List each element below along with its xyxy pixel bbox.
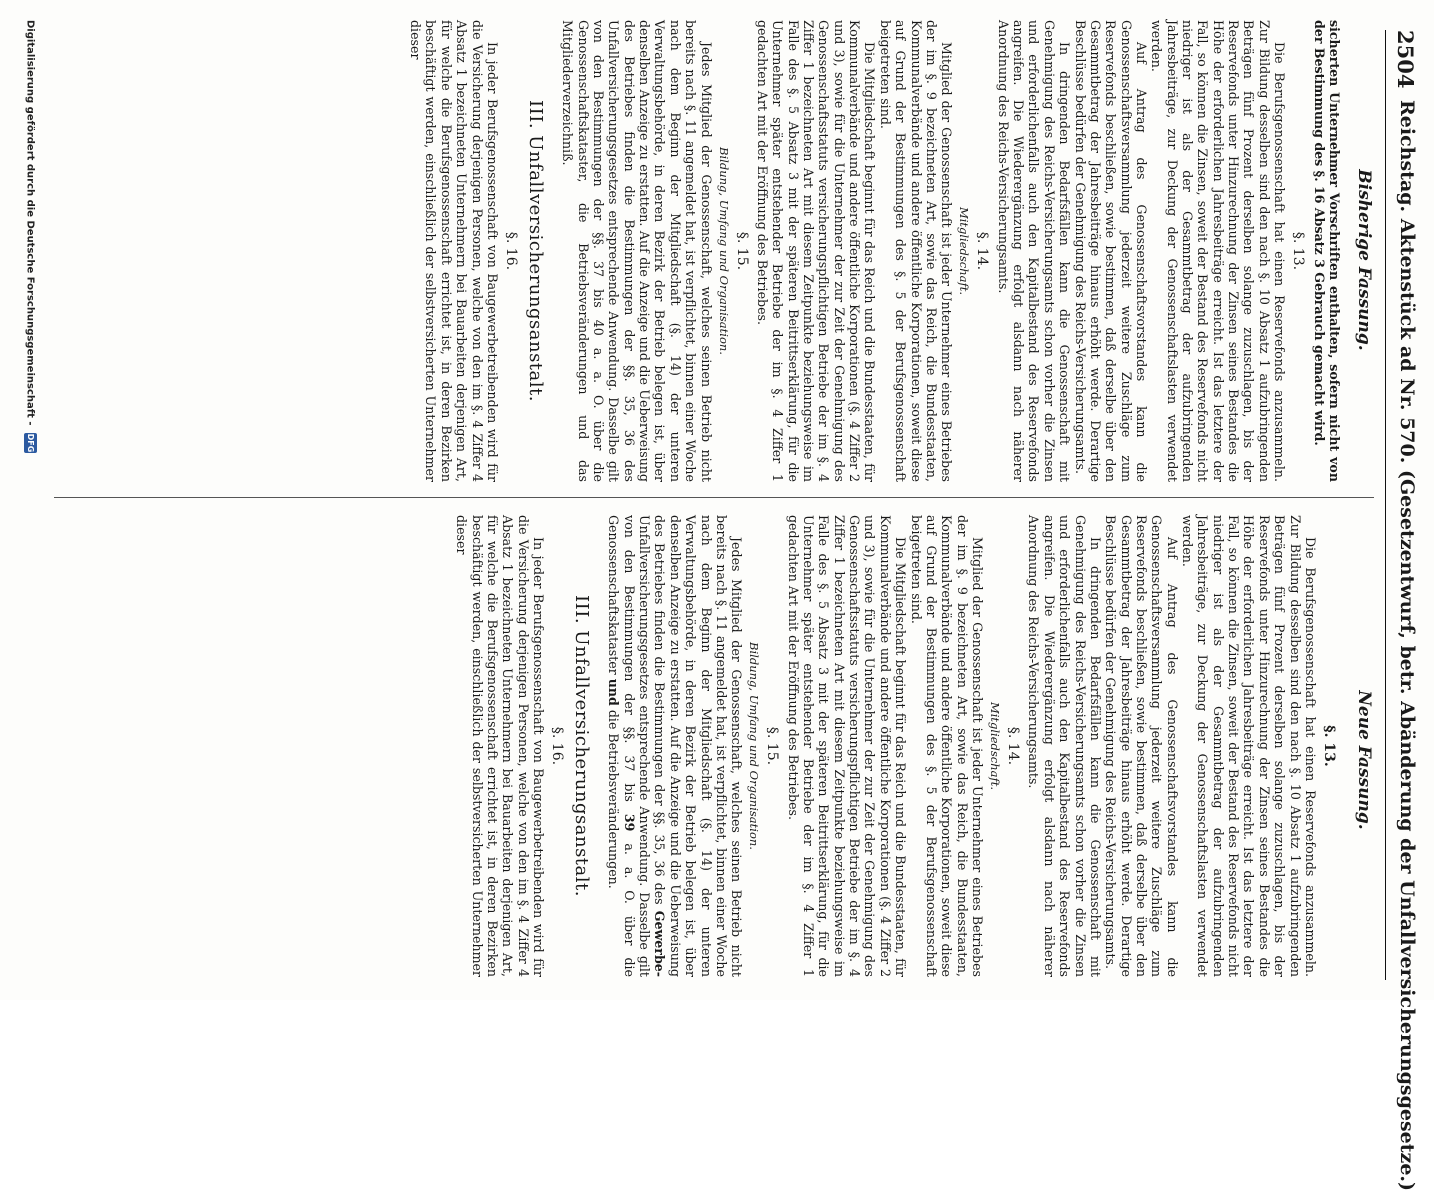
left-section-15-title: §. 15. — [733, 231, 750, 271]
left-section-14-title: §. 14. — [974, 231, 991, 271]
right-s15-text-a: Jedes Mitglied der Genossenschaft, welches seinen Betrieb nicht bereits nach §. 11 angemeldet hat, ist verpflichtet, binnen einer Woche nach dem Beginn der Mitgliedschaft (§. 14) der unteren Verwaltungsbehörde, in deren Bezirk der Betrieb belegen ist, über denselben Anzeige zu erstatten. Auf die Anzeige und die Ueberweisung des Betriebes finden die Bestimmungen der §§. 35, 36 des — [652, 515, 745, 977]
right-section-14-subtitle: Mitgliedschaft. — [988, 701, 1003, 791]
credit-text: Digitalisierung gefördert durch die Deutsche Forschungsgemeinschaft - — [24, 20, 36, 426]
right-section-15-subtitle: Bildung, Umfang und Organisation. — [747, 642, 762, 850]
right-section-15-title: §. 15. — [764, 726, 781, 766]
right-s15-text-g: die Betriebsveränderungen. — [606, 705, 622, 889]
left-s13-paragraph-1: Die Berufsgenossenschaft hat einen Reservefonds anzusammeln. Zur Bildung desselben sind den nach §. 10 Absatz 1 aufzubringenden Beträgen fünf Prozent derselben solange zuzuschlagen, bis der Reservefonds unter Hinzurechnung der Zinsen seines Bestandes die Höhe der erforderlichen Jahresbeiträge erreicht. Ist das letztere der Fall, so können die Zinsen, soweit der Bestand des Reservefonds nicht niedriger ist als der Gesammtbetrag der aufzubringenden Jahresbeiträge, zur Deckung der Genossenschaftslasten verwendet werden. — [1149, 20, 1288, 482]
right-s15-emphasis-und: und — [606, 678, 622, 706]
right-s13-paragraph-1: Die Berufsgenossenschaft hat einen Reservefonds anzusammeln. Zur Bildung desselben sind den nach §. 10 Absatz 1 aufzubringenden Beträgen fünf Prozent derselben solange zuzuschlagen, bis der Reservefonds unter Hinzurechnung der Zinsen seines Bestandes die Höhe der erforderlichen Jahresbeiträge erreicht. Ist das letztere der Fall, so können die Zinsen, soweit der Bestand des Reservefonds nicht niedriger ist als der Gesammtbetrag der aufzubringenden Jahresbeiträge, zur Deckung der Genossenschaftslasten verwendet werden. — [1180, 515, 1318, 977]
page-title: Reichstag. Aktenstück ad Nr. 570. (Gesetzentwurf, betr. Abänderung der Unfallversicherungsgesetze.) — [1396, 100, 1418, 1191]
right-s14-paragraph-2: Die Mitgliedschaft beginnt für das Reich und die Bundesstaaten, für Kommunalverbände und andere öffentliche Korporationen (§. 4 Ziffer 2 und 3), sowie für die Unternehmer der zur Zeit der Genehmigung des Genossenschaftsstatuts versicherungspflichtigen Betriebe der im §. 4 Ziffer 1 bezeichneten Art mit diesem Zeitpunkte beziehungsweise im Falle des §. 5 Absatz 3 mit der späteren Beitrittserklärung, für die Unternehmer später entstehender Betriebe der im §. 4 Ziffer 1 gedachten Art mit der Eröffnung des Betriebes. — [785, 515, 909, 977]
left-section-13-title: §. 13. — [1290, 231, 1307, 271]
left-column — [408, 20, 1342, 482]
right-s13-paragraph-2: Auf Antrag des Genossenschaftsvorstandes kann die Genossenschaftsversammlung jederzeit weitere Zuschläge zum Reservefonds beschließen, sowie bestimmen, daß derselbe über den Gesammtbetrag der Jahresbeiträge hinaus erhöht werde. Derartige Beschlüsse bedürfen der Genehmigung des Reichs-Versicherungsamts. — [1103, 515, 1180, 977]
left-s16-paragraph-1: In jeder Berufsgenossenschaft von Baugewerbetreibenden wird für die Versicherung derjenigen Personen, welche von den im §. 4 Ziffer 4 Absatz 1 bezeichneten Unternehmern bei Bauarbeiten derjenigen Art, für welche die Berufsgenossenschaft errichtet ist, in deren Bezirken beschäftigt werden, einschließlich der selbstversicherten Unternehmer dieser — [408, 20, 500, 482]
left-intro: sicherten Unternehmer Vorschriften enthalten, sofern nicht von der Bestimmung des §. 16 Absatz 3 Gebrauch gemacht wird. — [1311, 20, 1342, 482]
right-column — [454, 515, 1342, 977]
right-s15-text-c: Unfallversicherungsgesetzes entsprechende Anwendung. Dasselbe gilt von den Bestimmungen der §§. 37 bis — [621, 515, 653, 977]
right-s13-paragraph-3: In dringenden Bedarfsfällen kann die Genossenschaft mit Genehmigung des Reichs-Versicherungsamts schon vorher die Zinsen und erforderlichenfalls auch den Kapitalbestand des Reservefonds angreifen. Die Wiederergänzung erfolgt alsdann nach näherer Anordnung des Reichs-Versicherungsamts. — [1026, 515, 1103, 977]
left-s13-paragraph-3: In dringenden Bedarfsfällen kann die Genossenschaft mit Genehmigung des Reichs-Versicherungsamts schon vorher die Zinsen und erforderlichenfalls auch den Kapitalbestand des Reservefonds angreifen. Die Wiederergänzung erfolgt alsdann nach näherer Anordnung des Reichs-Versicherungsamts. — [995, 20, 1073, 482]
running-head — [1385, 30, 1424, 1191]
right-s14-paragraph-1: Mitglied der Genossenschaft ist jeder Unternehmer eines Betriebes der im §. 9 bezeichneten Art, sowie das Reich, die Bundesstaaten, Kommunalverbände und andere öffentliche Korporationen, soweit diese auf Grund der Bestimmungen des §. 5 der Berufsgenossenschaft beigetreten sind. — [908, 515, 985, 977]
dfg-logo-icon: DFG — [26, 433, 35, 453]
left-section-15-subtitle: Bildung, Umfang und Organisation. — [716, 147, 731, 355]
left-s14-paragraph-2: Die Mitgliedschaft beginnt für das Reich und die Bundesstaaten, für Kommunalverbände und andere öffentliche Korporationen (§. 4 Ziffer 2 und 3), sowie für die Unternehmer der zur Zeit der Genehmigung des Genossenschaftsstatuts versicherungspflichtigen Betriebe der im §. 4 Ziffer 1 bezeichneten Art mit diesem Zeitpunkte beziehungsweise im Falle des §. 5 Absatz 3 mit der späteren Beitrittserklärung, für die Unternehmer später entstehender Betriebe der im §. 4 Ziffer 1 gedachten Art mit der Eröffnung des Betriebes. — [754, 20, 878, 482]
right-s16-paragraph-1: In jeder Berufsgenossenschaft von Baugewerbetreibenden wird für die Versicherung derjenigen Personen, welche von den im §. 4 Ziffer 4 Absatz 1 bezeichneten Unternehmern bei Bauarbeiten derjenigen Art, für welche die Berufsgenossenschaft errichtet ist, in deren Bezirken beschäftigt werden, einschließlich der selbstversicherten Unternehmer dieser — [454, 515, 546, 977]
left-column-heading: Bisherige Fassung. — [1354, 169, 1374, 351]
right-section-13-title: §. 13. — [1321, 725, 1337, 767]
left-s14-paragraph-1: Mitglied der Genossenschaft ist jeder Unternehmer eines Betriebes der im §. 9 bezeichneten Art, sowie das Reich, die Bundesstaaten, Kommunalverbände und andere öffentliche Korporationen, soweit diese auf Grund der Bestimmungen des §. 5 der Berufsgenossenschaft beigetreten sind. — [877, 20, 955, 482]
right-part-3-title: III. Unfallversicherungsanstalt. — [571, 595, 592, 897]
left-section-14-subtitle: Mitgliedschaft. — [957, 206, 972, 296]
right-section-14-title: §. 14. — [1005, 726, 1022, 766]
left-s13-paragraph-2: Auf Antrag des Genossenschaftsvorstandes kann die Genossenschaftsversammlung jederzeit weitere Zuschläge zum Reservefonds beschließen, sowie bestimmen, daß derselbe über den Gesammtbetrag der Jahresbeiträge hinaus erhöht werde. Derartige Beschlüsse bedürfen der Genehmigung des Reichs-Versicherungsamts. — [1072, 20, 1149, 482]
right-column-heading: Neue Fassung. — [1354, 690, 1374, 830]
right-s15-emphasis-gewerbe: Gewerbe- — [652, 910, 668, 977]
left-part-3-title: III. Unfallversicherungsanstalt. — [524, 100, 546, 402]
right-s15-emphasis-39: 39 — [621, 813, 637, 832]
digitization-credit — [24, 20, 37, 980]
page-number: 2504 — [1393, 30, 1418, 89]
column-divider — [54, 497, 1374, 498]
right-s15-paragraph-1 — [606, 515, 744, 977]
right-section-16-title: §. 16. — [549, 726, 566, 766]
right-s15-text-e: a. a. O. über die Genossenschaftskataster — [606, 515, 637, 977]
left-section-16-title: §. 16. — [502, 231, 519, 271]
left-s15-paragraph-1: Jedes Mitglied der Genossenschaft, welches seinen Betrieb nicht bereits nach §. 11 angemeldet hat, ist verpflichtet, binnen einer Woche nach dem Beginn der Mitgliedschaft (§. 14) der unteren Verwaltungsbehörde, in deren Bezirk der Betrieb belegen ist, über denselben Anzeige zu erstatten. Auf die Anzeige und die Ueberweisung des Betriebes finden die Bestimmungen der §§. 35, 36 des Unfallversicherungsgesetzes entsprechende Anwendung. Dasselbe gilt von den Bestimmungen der §§. 37 bis 40 a. a. O. über die Genossenschaftskataster, die Betriebsveränderungen und das Mitgliederverzeichniß. — [560, 20, 714, 482]
